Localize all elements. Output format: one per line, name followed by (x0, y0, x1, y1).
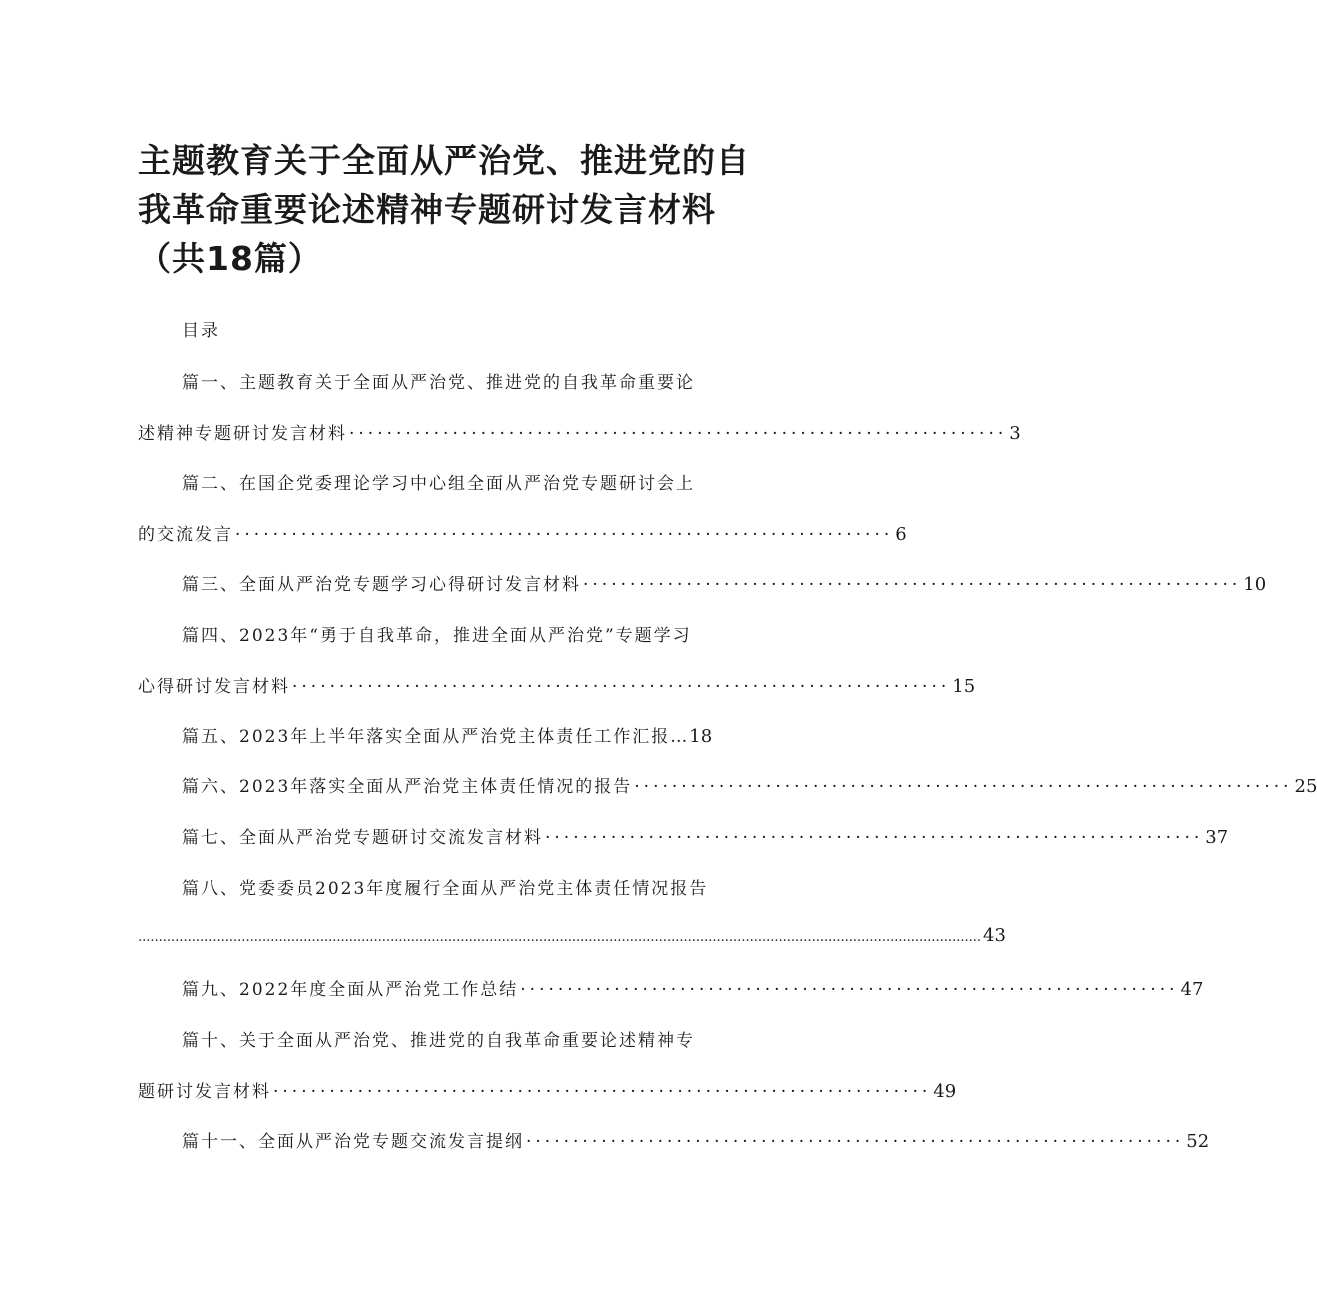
toc-entry-1-page: 3 (1009, 423, 1021, 444)
toc-entry-4-line1: 篇四、2023年“勇于自我革命，推进全面从严治党”专题学习 (182, 626, 692, 646)
toc-entry-3-page: 10 (1243, 574, 1267, 595)
toc-leader-dots: ······································································ (273, 1082, 932, 1102)
toc-entry-4-row[interactable] (138, 672, 976, 697)
toc-entry-1-line1: 篇一、主题教育关于全面从严治党、推进党的自我革命重要论 (182, 373, 695, 393)
toc-entry-4-line2: 心得研讨发言材料 (138, 677, 290, 697)
toc-entry-5-row[interactable] (182, 722, 712, 747)
toc-entry-9-row[interactable] (182, 975, 1204, 1000)
toc-entry-1-row[interactable] (138, 419, 1021, 444)
toc-leader-dots: ······································································ (545, 828, 1204, 848)
toc-entry-10-line1: 篇十、关于全面从严治党、推进党的自我革命重要论述精神专 (182, 1031, 695, 1051)
toc-entry-10-row[interactable] (138, 1077, 957, 1102)
toc-entry-4-page: 15 (952, 676, 976, 697)
toc-entry-8-line1: 篇八、党委委员2023年度履行全面从严治党主体责任情况报告 (182, 879, 709, 899)
document-title: 主题教育关于全面从严治党、推进党的自我革命重要论述精神专题研讨发言材料（共18篇） (138, 141, 750, 278)
toc-leader-dots: ······································································ (292, 677, 951, 697)
toc-entry-6-text: 篇六、2023年落实全面从严治党主体责任情况的报告 (182, 777, 633, 797)
toc-entry-3-row[interactable] (182, 570, 1267, 595)
toc-entry-1-line2: 述精神专题研讨发言材料 (138, 424, 347, 444)
toc-entry-6-row[interactable] (182, 772, 1317, 797)
toc-leader-dots: ······································································ (520, 980, 1179, 1000)
toc-entry-11-row[interactable] (182, 1127, 1210, 1152)
toc-entry-11-text: 篇十一、全面从严治党专题交流发言提纲 (182, 1132, 524, 1152)
toc-entry-11-page: 52 (1186, 1131, 1210, 1152)
toc-entry-2-page: 6 (895, 524, 907, 545)
toc-entry-2-row[interactable] (138, 520, 907, 545)
toc-leader-dots: ······································································ (235, 525, 894, 545)
toc-entry-10-page: 49 (933, 1081, 957, 1102)
toc-entry-2-line1: 篇二、在国企党委理论学习中心组全面从严治党专题研讨会上 (182, 474, 695, 494)
toc-heading: 目录 (182, 321, 220, 341)
toc-entry-3-text: 篇三、全面从严治党专题学习心得研讨发言材料 (182, 575, 581, 595)
toc-entry-7-page: 37 (1205, 827, 1229, 848)
toc-entry-8-page: 43 (983, 925, 1006, 946)
toc-leader-dots: ······································································ (526, 1132, 1185, 1152)
toc-leader-dots: ······································································ (349, 424, 1008, 444)
toc-entry-7-text: 篇七、全面从严治党专题研讨交流发言材料 (182, 828, 543, 848)
toc-entry-6-page: 25 (1294, 776, 1317, 797)
toc-entry-5-text: 篇五、2023年上半年落实全面从严治党主体责任工作汇报… (182, 727, 690, 747)
toc-entry-10-line2: 题研讨发言材料 (138, 1082, 271, 1102)
toc-leader-dots: ······································································ (634, 777, 1293, 797)
toc-entry-7-row[interactable] (182, 823, 1229, 848)
toc-entry-9-text: 篇九、2022年度全面从严治党工作总结 (182, 980, 519, 1000)
toc-leader-dots: ............................................................................................................................................................................................................ (138, 930, 981, 945)
toc-entry-2-line2: 的交流发言 (138, 525, 233, 545)
toc-entry-8-row[interactable] (138, 925, 1006, 946)
toc-entry-9-page: 47 (1180, 979, 1204, 1000)
toc-entry-5-page: 18 (689, 726, 713, 747)
toc-leader-dots: ······································································ (583, 575, 1242, 595)
